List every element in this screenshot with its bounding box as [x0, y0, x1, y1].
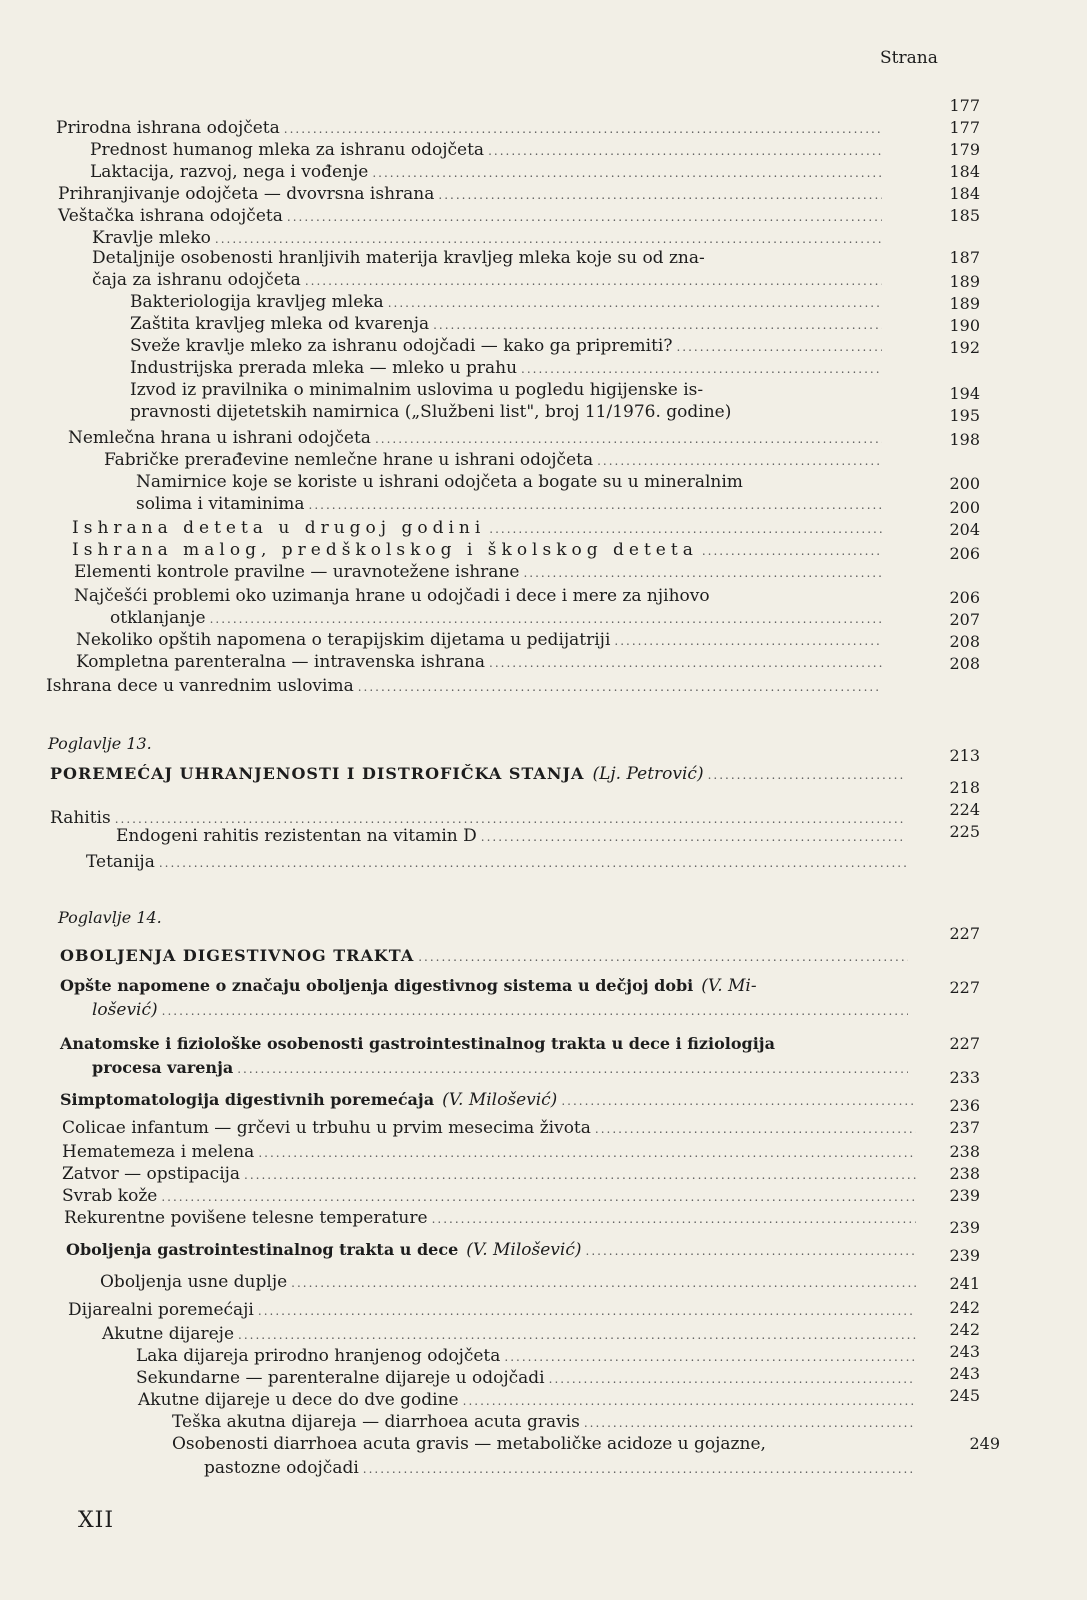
toc-entry: Prednost humanog mleka za ishranu odojčeta .....: [90, 140, 886, 161]
toc-entry: Colicae infantum — grčevi u trbuhu u prvim mesecima života .....: [62, 1118, 920, 1139]
toc-entry: Kravlje mleko .....: [92, 228, 886, 249]
toc-entry: Opšte napomene o značaju oboljenja digestivnog sistema u dečjoj dobi (V. Mi-: [60, 976, 757, 996]
page-number: 225: [949, 822, 980, 841]
toc-entry: Prirodna ishrana odojčeta .....: [56, 118, 886, 139]
page-number: 187: [949, 248, 980, 267]
toc-entry-continuation: procesa varenja .....: [92, 1058, 912, 1079]
page-number: 243: [949, 1342, 980, 1361]
page-number: 206: [949, 588, 980, 607]
toc-entry: Kompletna parenteralna — intravenska ishrana .....: [76, 652, 886, 673]
page-number: 208: [949, 632, 980, 651]
toc-entry: Osobenosti diarrhoea acuta gravis — metaboličke acidoze u gojazne,: [172, 1434, 766, 1454]
page-number: 184: [949, 184, 980, 203]
toc-entry: Veštačka ishrana odojčeta .....: [58, 206, 886, 227]
page-number: 242: [949, 1298, 980, 1317]
toc-entry: Oboljenja usne duplje .....: [100, 1272, 920, 1293]
toc-entry: Teška akutna dijareja — diarrhoea acuta gravis .....: [172, 1412, 920, 1433]
page-number: 207: [949, 610, 980, 629]
page-number: 218: [949, 778, 980, 797]
toc-entry: Rahitis .....: [50, 808, 910, 829]
toc-entry: Ishrana dece u vanrednim uslovima .....: [46, 676, 886, 697]
page-number: 189: [949, 272, 980, 291]
toc-entry: Detaljnije osobenosti hranljivih materija kravljeg mleka koje su od zna-: [92, 248, 705, 268]
toc-entry: Laka dijareja prirodno hranjenog odojčeta .....: [136, 1346, 920, 1367]
page-number: 238: [949, 1142, 980, 1161]
page-number: 227: [949, 924, 980, 943]
page-number: 236: [949, 1096, 980, 1115]
page-number: 198: [949, 430, 980, 449]
page-number: 227: [949, 978, 980, 997]
page-number: 227: [949, 1034, 980, 1053]
page-number: 239: [949, 1218, 980, 1237]
toc-entry: Namirnice koje se koriste u ishrani odojčeta a bogate su u mineralnim: [136, 472, 743, 492]
page-number: 184: [949, 162, 980, 181]
toc-entry: Simptomatologija digestivnih poremećaja (V. Milošević) .....: [60, 1090, 920, 1111]
page-number: 177: [949, 118, 980, 137]
page-number: 200: [949, 474, 980, 493]
toc-entry: Ishrana deteta u drugoj godini .....: [72, 518, 886, 539]
toc-entry-continuation: pastozne odojčadi .....: [204, 1458, 920, 1479]
chapter-14-label: Poglavlje 14.: [58, 908, 162, 927]
page-number: 249: [969, 1434, 1000, 1453]
toc-entry: Zaštita kravljeg mleka od kvarenja .....: [130, 314, 886, 335]
toc-entry: Bakteriologija kravljeg mleka .....: [130, 292, 886, 313]
column-title-strana: Strana: [880, 48, 938, 68]
toc-entry: Fabričke prerađevine nemlečne hrane u ishrani odojčeta .....: [104, 450, 886, 471]
toc-entry: Tetanija .....: [86, 852, 910, 873]
page-number: 177: [949, 96, 980, 115]
toc-entry-continuation: čaja za ishranu odojčeta .....: [92, 270, 886, 291]
page-number: 192: [949, 338, 980, 357]
page-number: 179: [949, 140, 980, 159]
page-number: 213: [949, 746, 980, 765]
page-number: 245: [949, 1386, 980, 1405]
page-number: 239: [949, 1246, 980, 1265]
toc-entry: Anatomske i fiziološke osobenosti gastrointestinalnog trakta u dece i fiziologija: [60, 1034, 775, 1053]
toc-entry: Akutne dijareje .....: [102, 1324, 920, 1345]
toc-entry: Sveže kravlje mleko za ishranu odojčadi — kako ga pripremiti? .....: [130, 336, 886, 357]
page-number: 243: [949, 1364, 980, 1383]
chapter-14-title: OBOLJENJA DIGESTIVNOG TRAKTA .....: [60, 946, 912, 967]
page-number: 194: [949, 384, 980, 403]
page-number: 189: [949, 294, 980, 313]
toc-entry: Svrab kože .....: [62, 1186, 920, 1207]
page-number: 200: [949, 498, 980, 517]
toc-entry: Nekoliko opštih napomena o terapijskim dijetama u pedijatriji .....: [76, 630, 886, 651]
toc-entry-continuation: solima i vitaminima .....: [136, 494, 886, 515]
page-number: 238: [949, 1164, 980, 1183]
chapter-13-label: Poglavlje 13.: [48, 734, 152, 753]
roman-page-number: XII: [78, 1508, 115, 1533]
toc-entry-continuation: otklanjanje .....: [110, 608, 886, 629]
toc-entry: Industrijska prerada mleka — mleko u prahu .....: [130, 358, 886, 379]
page-number: 224: [949, 800, 980, 819]
toc-entry: Nemlečna hrana u ishrani odojčeta .....: [68, 428, 886, 449]
toc-entry: Rekurentne povišene telesne temperature .....: [64, 1208, 920, 1229]
toc-entry: Sekundarne — parenteralne dijareje u odojčadi .....: [136, 1368, 920, 1389]
page-number: 239: [949, 1186, 980, 1205]
toc-entry: Dijarealni poremećaji .....: [68, 1300, 920, 1321]
toc-entry: Laktacija, razvoj, nega i vođenje .....: [90, 162, 886, 183]
chapter-13-title: POREMEĆAJ UHRANJENOSTI I DISTROFIČKA STANJA (Lj. Petrović) .....: [50, 764, 910, 785]
page-number: 237: [949, 1118, 980, 1137]
toc-entry: Hematemeza i melena .....: [62, 1142, 920, 1163]
toc-entry: Zatvor — opstipacija .....: [62, 1164, 920, 1185]
page-number: 241: [949, 1274, 980, 1293]
toc-entry-continuation: pravnosti dijetetskih namirnica („Službeni list", broj 11/1976. godine): [130, 402, 732, 422]
chapter-13-author: (Lj. Petrović): [592, 764, 704, 784]
page-number: 242: [949, 1320, 980, 1339]
toc-entry: Elementi kontrole pravilne — uravnotežene ishrane .....: [74, 562, 886, 583]
page-number: 190: [949, 316, 980, 335]
page-number: 206: [949, 544, 980, 563]
toc-entry-continuation: lošević) .....: [92, 1000, 912, 1021]
toc-entry: Ishrana malog, predškolskog i školskog deteta .....: [72, 540, 886, 561]
toc-entry: Endogeni rahitis rezistentan na vitamin D .....: [116, 826, 910, 847]
toc-entry: Akutne dijareje u dece do dve godine .....: [138, 1390, 920, 1411]
toc-entry: Oboljenja gastrointestinalnog trakta u dece (V. Milošević) .....: [66, 1240, 920, 1261]
toc-entry: Prihranjivanje odojčeta — dvovrsna ishrana .....: [58, 184, 886, 205]
page-number: 195: [949, 406, 980, 425]
page-number: 208: [949, 654, 980, 673]
page-number: 233: [949, 1068, 980, 1087]
toc-entry: Najčešći problemi oko uzimanja hrane u odojčadi i dece i mere za njihovo: [74, 586, 710, 606]
page-number: 185: [949, 206, 980, 225]
toc-entry: Izvod iz pravilnika o minimalnim uslovima u pogledu higijenske is-: [130, 380, 704, 400]
page-number: 204: [949, 520, 980, 539]
